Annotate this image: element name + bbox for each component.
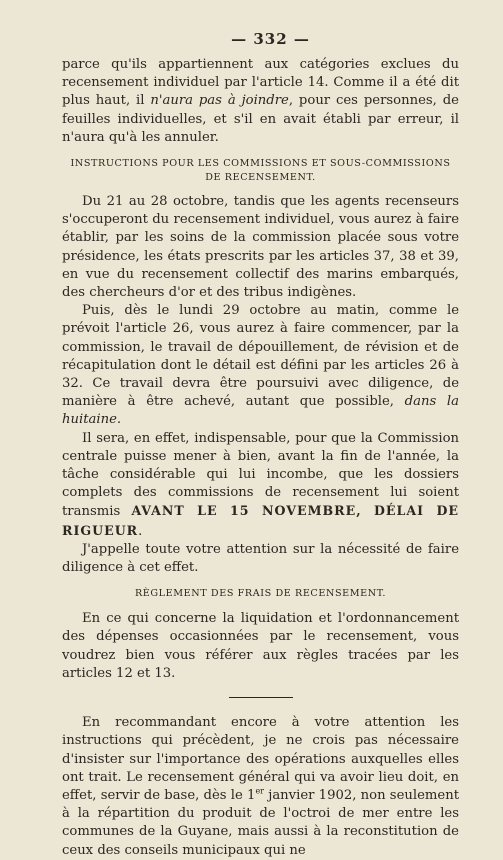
paragraph-3-text-2: . <box>138 523 143 539</box>
paragraph-intro-text-1: parce qu'ils appartiennent aux catégories exclues du recensement individuel par l'article 14. Comme il a été dit plus haut, il <box>62 57 459 109</box>
paragraph-2-text-1: Puis, dès le lundi 29 octobre au matin, comme le prévoit l'article 26, vous aurez à faire commencer, par la commission, le travail de dépouillement, de révision et de récapitulation dont le détail est défini par les articles 26 à 32. Ce travail devra être poursuivi avec diligence, de manière à être achevé, autant que possible, <box>62 303 459 410</box>
paragraph-2-text-2: . <box>116 412 122 428</box>
paragraph-2 <box>62 302 459 429</box>
paragraph-3 <box>62 430 459 541</box>
paragraph-6-text-2: janvier 1902, non seulement à la répartition du produit de l'octroi de mer entre les communes de la Guyane, mais aussi à la reconstitution de ceux des conseils municipaux qui ne <box>62 787 460 858</box>
paragraph-intro-text-2: , pour ces personnes, de feuilles individuelles, et s'il en avait établi par erreur, il n'aura qu'à les annuler. <box>62 93 459 145</box>
paragraph-4: J'appelle toute votre attention sur la nécessité de faire diligence à cet effet. <box>62 541 459 576</box>
paragraph-3-text-1: Il sera, en effet, indispensable, pour que la Commission centrale puisse mener à bien, avant la fin de l'année, la tâche considérable qui lui incombe, que les dossiers complets des commissions de recensement lui soient transmis <box>62 430 459 520</box>
paragraph-5: En ce qui concerne la liquidation et l'ordonnancement des dépenses occasionnées par le recensement, vous voudrez bien vous référer aux règles tracées par les articles 12 et 13. <box>62 611 459 681</box>
paragraph-3-deadline: AVANT LE 15 NOVEMBRE, DÉLAI DE RIGUEUR <box>62 503 459 538</box>
section-heading-frais: RÈGLEMENT DES FRAIS DE RECENSEMENT. <box>134 588 386 600</box>
page-number: — 332 — <box>231 30 310 48</box>
paragraph-6-superscript: er <box>255 786 264 796</box>
paragraph-intro-emphasis: n'aura pas à joindre <box>150 93 289 109</box>
separator-rule <box>229 697 293 698</box>
paragraph-6-text-1: En recommandant encore à votre attention les instructions qui précèdent, je ne crois pas nécessaire d'insister sur l'importance des opérations auxquelles elles ont trait. Le recensement général qui va avoir lieu doit, en effet, servir de base, dès le 1 <box>62 715 459 803</box>
paragraph-intro <box>62 56 459 147</box>
paragraph-1: Du 21 au 28 octobre, tandis que les agents recenseurs s'occuperont du recensement individuel, vous aurez à faire établir, par les soins de la commission placée sous votre présidence, les états prescrits par les articles 37, 38 et 39, en vue du recensement collectif des marins embarqués, des chercheurs d'or et des tribus indigènes. <box>62 194 459 301</box>
paragraph-2-emphasis: dans la huitaine <box>62 394 459 428</box>
section-heading-commissions: INSTRUCTIONS POUR LES COMMISSIONS ET SOUS-COMMISSIONS DE RECENSEMENT. <box>70 158 451 184</box>
paragraph-6 <box>62 714 459 860</box>
